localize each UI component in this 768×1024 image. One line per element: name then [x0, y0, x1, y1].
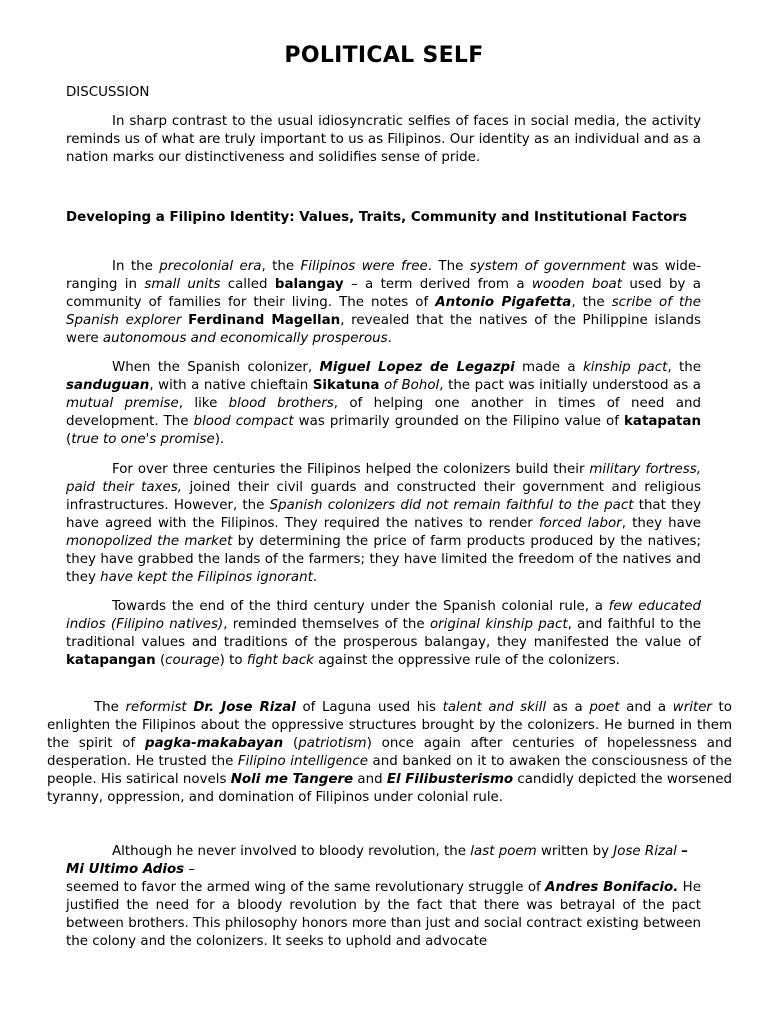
emphasis-run: monopolized the market — [66, 534, 233, 549]
emphasis-run: balangay — [274, 277, 344, 292]
paragraph-three-centuries: For over three centuries the Filipinos helped the colonizers build their military fortress, paid their taxes, joined their civil guards and constructed their government and religious infrastructures. However, the Spanish colonizers did not remain faithful to the pact that they have agreed with the Filipinos. They required the natives to render forced labor, they have monopolized the market by determining the price of farm products produced by the natives; they have grabbed the lands of the farmers; they have limited the freedom of the natives and they have kept the Filipinos ignorant. — [66, 462, 702, 585]
emphasis-run: katapangan — [66, 653, 156, 668]
emphasis-run: talent and skill — [442, 700, 547, 715]
emphasis-run: Spanish colonizers did not remain faithful to the pact — [269, 498, 634, 513]
emphasis-run: last poem — [470, 844, 537, 859]
last-poem-body: seemed to favor the armed wing of the same revolutionary struggle of Andres Bonifacio. He justified the need for a bloody revolution by the fact that there was betrayal of the pact between brothers. This philosophy honors more than just and social contract existing between the colony and the colonizers. It seeks to uphold and advocate — [66, 880, 701, 949]
emphasis-run: wooden boat — [531, 277, 623, 292]
emphasis-run: Dr. Jose Rizal — [193, 700, 296, 715]
emphasis-run: blood compact — [193, 414, 294, 429]
emphasis-run: have kept the Filipinos ignorant — [100, 570, 313, 585]
paragraph-intro: In sharp contrast to the usual idiosyncratic selfies of faces in social media, the activity reminds us of what are truly important to us as Filipinos. Our identity as an individual and as a nation marks our distinctiveness and solidifies sense of pride. — [66, 114, 701, 165]
emphasis-run: Jose Rizal — [613, 844, 677, 859]
emphasis-run: – — [681, 844, 688, 859]
last-poem-line-1: Although he never involved to bloody revolution, the last poem written by Jose Rizal – — [112, 844, 688, 859]
emphasis-run: military fortress, paid their taxes, — [66, 462, 702, 495]
paragraph-kinship-pact: When the Spanish colonizer, Miguel Lopez de Legazpi made a kinship pact, the sanduguan, with a native chieftain Sikatuna of Bohol, the pact was initially understood as a mutual premise, like blood brothers, of helping one another in times of need and development. The blood compact was primarily grounded on the Filipino value of katapatan (true to one's promise). — [66, 360, 702, 447]
emphasis-run: sanduguan — [66, 378, 150, 393]
emphasis-run: Antonio Pigafetta — [435, 295, 572, 310]
emphasis-run: autonomous and economically prosperous — [102, 331, 388, 346]
emphasis-run: mutual premise — [66, 396, 179, 411]
emphasis-run: Mi Ultimo Adios — [66, 862, 185, 877]
discussion-label: DISCUSSION — [66, 85, 150, 100]
emphasis-run: kinship pact — [583, 360, 668, 375]
emphasis-run: pagka-makabayan — [145, 736, 284, 751]
emphasis-run: Andres Bonifacio. — [545, 880, 679, 895]
last-poem-line-2: Mi Ultimo Adios – — [66, 862, 196, 877]
emphasis-run: Sikatuna — [312, 378, 380, 393]
emphasis-run: El Filibusterismo — [386, 772, 514, 787]
emphasis-run: forced labor — [538, 516, 622, 531]
emphasis-run: Ferdinand Magellan — [188, 313, 341, 328]
emphasis-run: few educated indios (Filipino natives) — [66, 599, 702, 632]
emphasis-run: small units — [144, 277, 221, 292]
emphasis-run: true to one's promise — [71, 432, 215, 447]
emphasis-run: Filipinos were free — [300, 259, 428, 274]
emphasis-run: blood brothers — [228, 396, 334, 411]
emphasis-run: reformist — [125, 700, 187, 715]
emphasis-run: poet — [589, 700, 620, 715]
emphasis-run: katapatan — [624, 414, 701, 429]
emphasis-run: original kinship pact — [429, 617, 568, 632]
emphasis-run: Noli me Tangere — [230, 772, 354, 787]
emphasis-run: system of government — [469, 259, 626, 274]
emphasis-run: fight back — [246, 653, 314, 668]
emphasis-run: Miguel Lopez de Legazpi — [319, 360, 515, 375]
paragraph-jose-rizal: The reformist Dr. Jose Rizal of Laguna used his talent and skill as a poet and a writer to enlighten the Filipinos about the oppressive structures brought by the colonizers. He burned in them the spirit of pagka-makabayan (patriotism) once again after centuries of hopelessness and desperation. He trusted the Filipino intelligence and banked on it to awaken the consciousness of the people. His satirical novels Noli me Tangere and El Filibusterismo candidly depicted the worsened tyranny, oppression, and domination of Filipinos under colonial rule. — [47, 700, 733, 805]
emphasis-run: Filipino intelligence — [237, 754, 368, 769]
page-title: POLITICAL SELF — [284, 43, 484, 68]
emphasis-run: of Bohol — [379, 378, 440, 393]
paragraph-last-poem — [66, 843, 701, 951]
emphasis-run: writer — [672, 700, 712, 715]
emphasis-run: courage — [165, 653, 220, 668]
section-heading: Developing a Filipino Identity: Values, Traits, Community and Institutional Factors — [66, 210, 687, 225]
emphasis-run: precolonial era — [159, 259, 262, 274]
emphasis-run: scribe of the Spanish explorer — [66, 295, 702, 328]
paragraph-educated-indios: Towards the end of the third century under the Spanish colonial rule, a few educated indios (Filipino natives), reminded themselves of the original kinship pact, and faithful to the traditional values and traditions of the prosperous balangay, they manifested the value of katapangan (courage) to fight back against the oppressive rule of the colonizers. — [66, 599, 702, 668]
paragraph-precolonial: In the precolonial era, the Filipinos were free. The system of government was wide-ranging in small units called balangay – a term derived from a wooden boat used by a community of families for their living. The notes of Antonio Pigafetta, the scribe of the Spanish explorer Ferdinand Magellan, revealed that the natives of the Philippine islands were autonomous and economically prosperous. — [66, 259, 702, 346]
emphasis-run: patriotism — [298, 736, 367, 751]
